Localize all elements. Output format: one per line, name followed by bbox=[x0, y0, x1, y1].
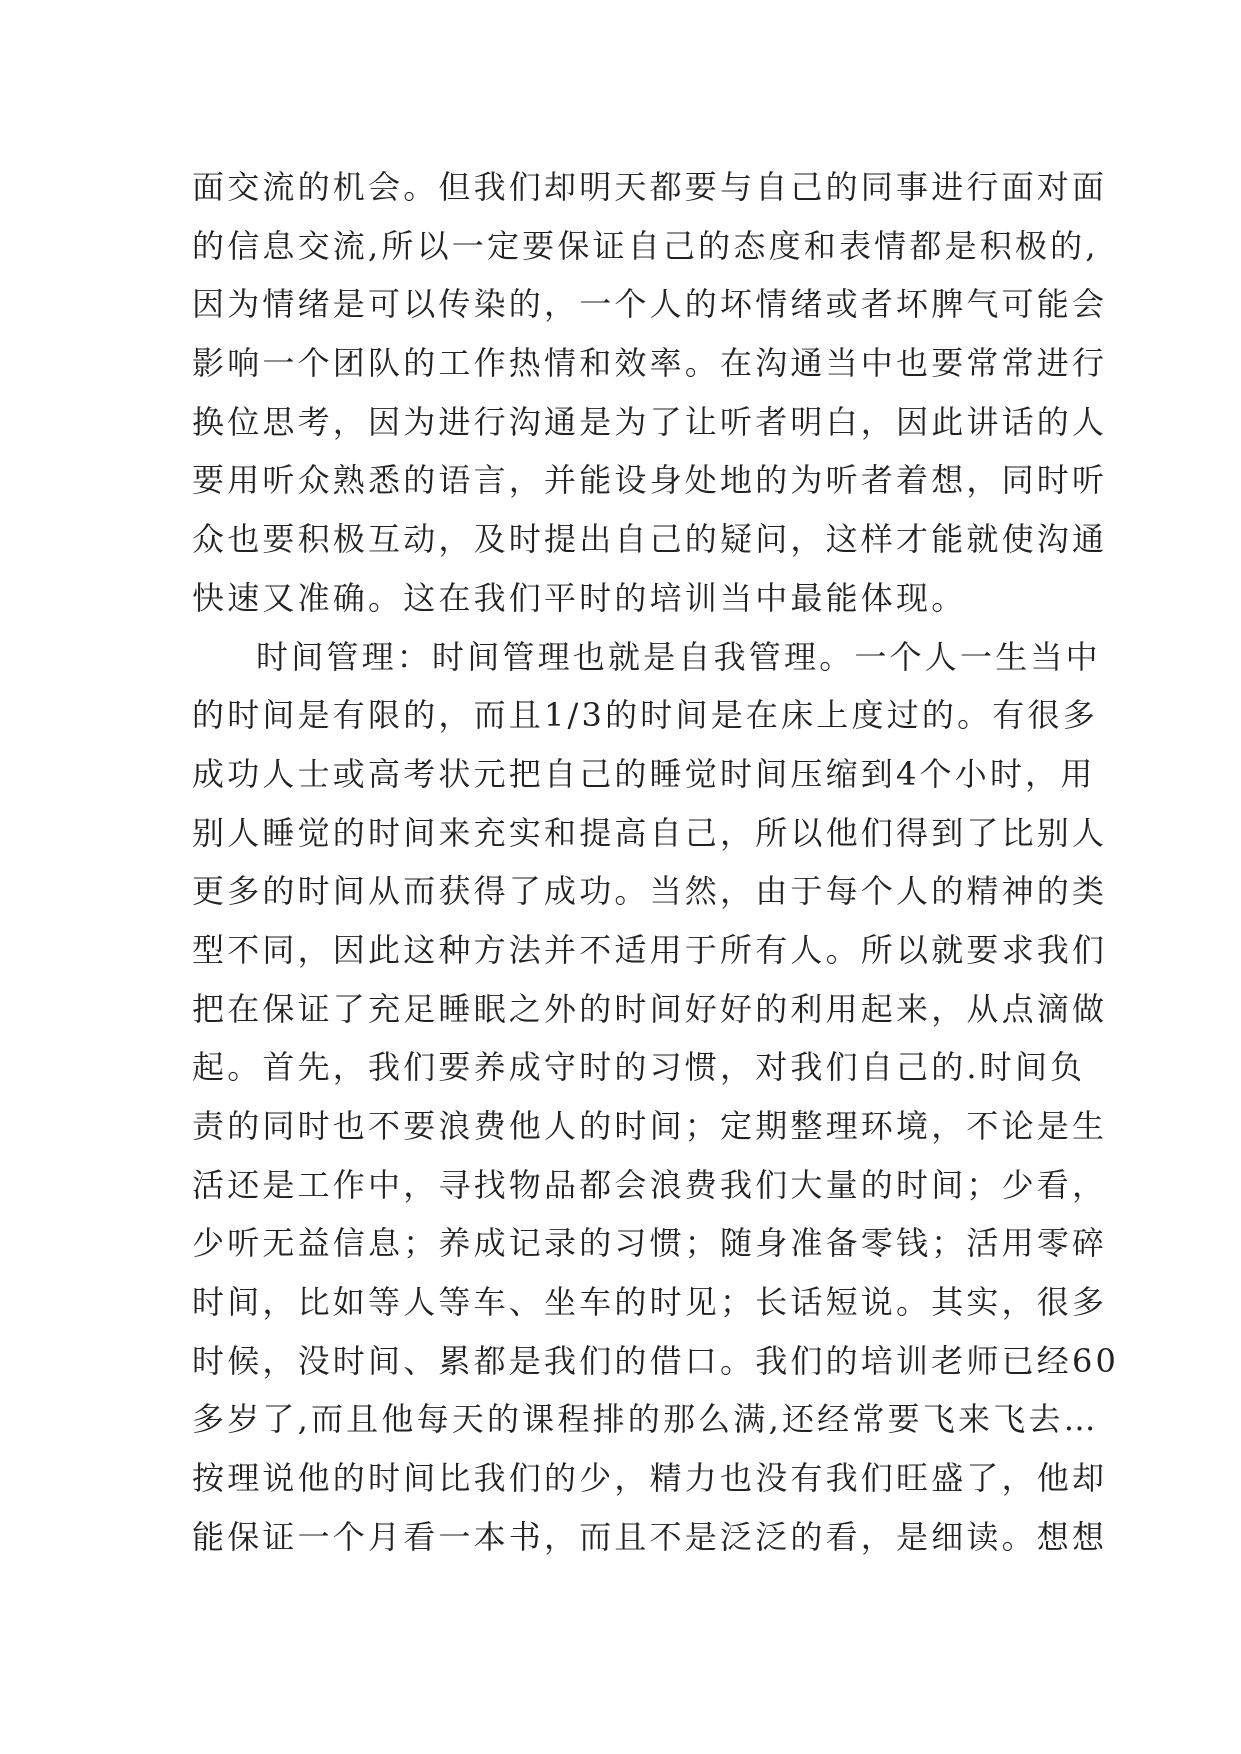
text-line: 的时间是有限的，而且1/3的时间是在床上度过的。有很多 bbox=[192, 696, 1098, 735]
text-line: 换位思考，因为进行沟通是为了让听者明白，因此讲话的人 bbox=[192, 402, 1108, 441]
text-line: 少听无益信息；养成记录的习惯；随身准备零钱；活用零碎 bbox=[192, 1224, 1108, 1263]
text-line: 把在保证了充足睡眠之外的时间好好的利用起来，从点滴做 bbox=[192, 989, 1108, 1028]
text-line: 更多的时间从而获得了成功。当然，由于每个人的精神的类 bbox=[192, 872, 1108, 911]
text-line: 按理说他的时间比我们的少，精力也没有我们旺盛了，他却 bbox=[192, 1459, 1108, 1498]
text-line: 要用听众熟悉的语言，并能设身处地的为听者着想，同时听 bbox=[192, 461, 1108, 500]
text-line: 时间，比如等人等车、坐车的时见；长话短说。其实，很多 bbox=[192, 1283, 1108, 1322]
text-line: 多岁了,而且他每天的课程排的那么满,还经常要飞来飞去… bbox=[192, 1400, 1099, 1439]
text-line: 别人睡觉的时间来充实和提高自己，所以他们得到了比别人 bbox=[192, 813, 1108, 852]
text-line: 能保证一个月看一本书，而且不是泛泛的看，是细读。想想 bbox=[192, 1517, 1108, 1556]
text-line: 时候，没时间、累都是我们的借口。我们的培训老师已经60 bbox=[192, 1341, 1120, 1380]
text-line: 型不同，因此这种方法并不适用于所有人。所以就要求我们 bbox=[192, 930, 1108, 969]
text-line: 活还是工作中，寻找物品都会浪费我们大量的时间；少看， bbox=[192, 1165, 1108, 1204]
text-line: 的信息交流,所以一定要保证自己的态度和表情都是积极的, bbox=[192, 226, 1099, 265]
text-line: 影响一个团队的工作热情和效率。在沟通当中也要常常进行 bbox=[192, 344, 1108, 383]
text-line: 责的同时也不要浪费他人的时间；定期整理环境，不论是生 bbox=[192, 1107, 1108, 1145]
text-line: 快速又准确。这在我们平时的培训当中最能体现。 bbox=[192, 578, 967, 617]
text-line: 起。首先，我们要养成守时的习惯，对我们自己的.时间负 bbox=[192, 1048, 1086, 1087]
text-line: 面交流的机会。但我们却明天都要与自己的同事进行面对面 bbox=[192, 168, 1108, 206]
text-line: 成功人士或高考状元把自己的睡觉时间压缩到4个小时，用 bbox=[192, 754, 1096, 793]
text-line: 因为情绪是可以传染的，一个人的坏情绪或者坏脾气可能会 bbox=[192, 285, 1108, 324]
text-line: 众也要积极互动，及时提出自己的疑问，这样才能就使沟通 bbox=[192, 520, 1108, 559]
paragraph-start-line: 时间管理：时间管理也就是自我管理。一个人一生当中 bbox=[256, 637, 1101, 676]
body-text bbox=[192, 158, 1120, 1567]
